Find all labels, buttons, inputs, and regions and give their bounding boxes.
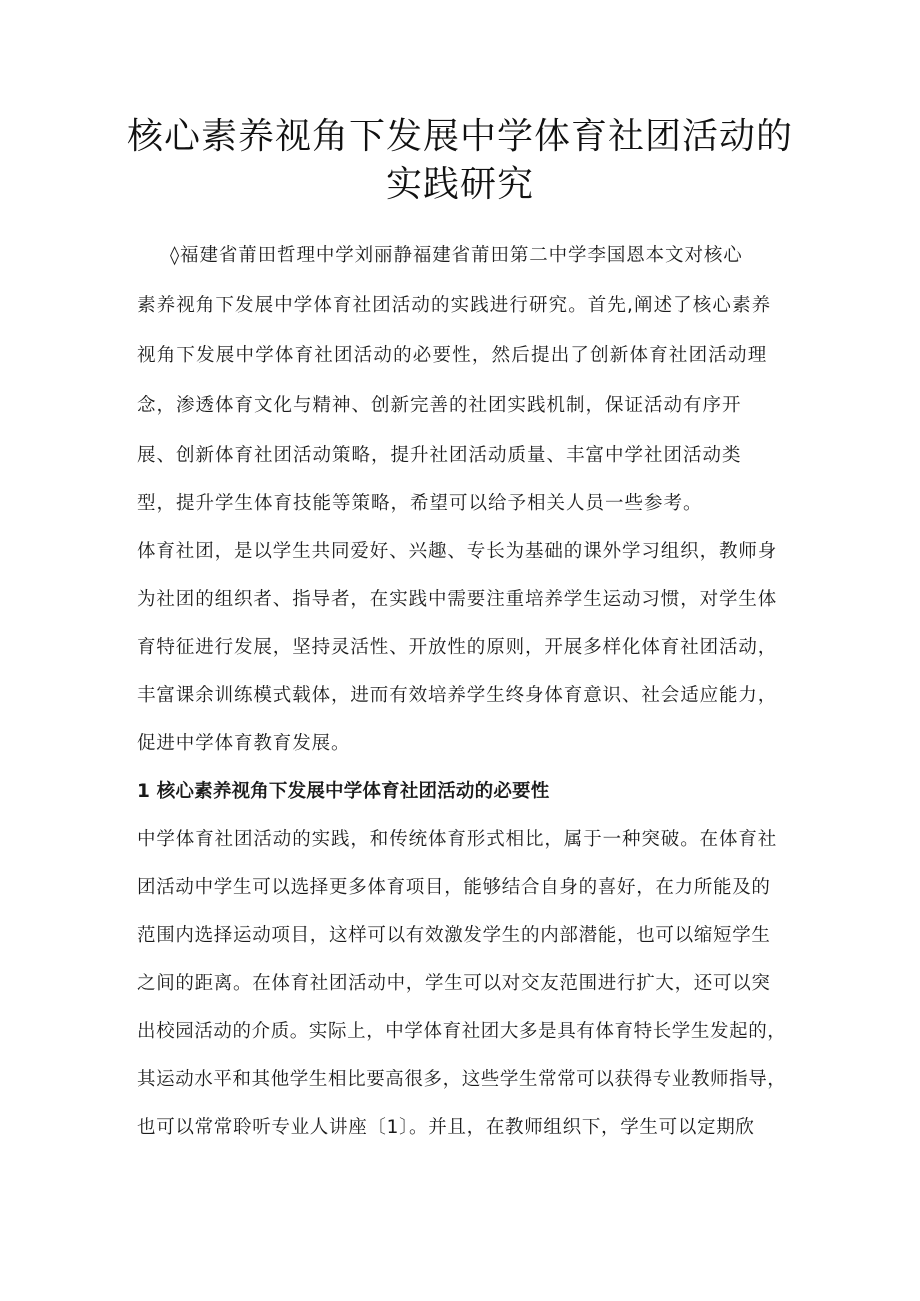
abstract-line: 型，提升学生体育技能等策略，希望可以给予相关人员一些参考。 xyxy=(137,493,703,514)
abstract-line: ◊福建省莆田哲理中学刘丽静福建省莆田第二中学李国恩本文对核心 xyxy=(170,245,743,266)
abstract-line: 念，渗透体育文化与精神、创新完善的社团实践机制，保证活动有序开 xyxy=(137,395,742,416)
section-heading: 1 核心素养视角下发展中学体育社团活动的必要性 xyxy=(137,781,550,802)
abstract-line: 视角下发展中学体育社团活动的必要性，然后提出了创新体育社团活动理 xyxy=(137,345,768,366)
intro-paragraph-line: 丰富课余训练模式载体，进而有效培养学生终身体育意识、社会适应能力， xyxy=(137,685,778,706)
body-paragraph-line: 中学体育社团活动的实践，和传统体育形式相比，属于一种突破。在体育社 xyxy=(137,829,778,850)
intro-paragraph-line: 育特征进行发展，坚持灵活性、开放性的原则，开展多样化体育社团活动， xyxy=(137,637,778,658)
document-title-line-2: 实践研究 xyxy=(385,164,534,205)
abstract-line: 素养视角下发展中学体育社团活动的实践进行研究。首先,阐述了核心素养 xyxy=(137,295,772,316)
body-paragraph-line: 也可以常常聆听专业人讲座〔1〕。并且，在教师组织下，学生可以定期欣 xyxy=(137,1117,755,1138)
intro-paragraph-line: 为社团的组织者、指导者，在实践中需要注重培养学生运动习惯，对学生体 xyxy=(137,589,778,610)
intro-paragraph-line: 体育社团，是以学生共同爱好、兴趣、专长为基础的课外学习组织，教师身 xyxy=(137,541,778,562)
body-paragraph-line: 之间的距离。在体育社团活动中，学生可以对交友范围进行扩大，还可以突 xyxy=(137,973,771,994)
body-paragraph-line: 范围内选择运动项目，这样可以有效激发学生的内部潜能，也可以缩短学生 xyxy=(137,925,771,946)
intro-paragraph-line: 促进中学体育教育发展。 xyxy=(137,733,351,754)
document-title-line-1: 核心素养视角下发展中学体育社团活动的 xyxy=(126,116,793,157)
body-paragraph-line: 其运动水平和其他学生相比要高很多，这些学生常常可以获得专业教师指导， xyxy=(137,1069,787,1090)
body-paragraph-line: 团活动中学生可以选择更多体育项目，能够结合自身的喜好，在力所能及的 xyxy=(137,877,771,898)
body-paragraph-line: 出校园活动的介质。实际上，中学体育社团大多是具有体育特长学生发起的， xyxy=(137,1021,787,1042)
abstract-line: 展、创新体育社团活动策略，提升社团活动质量、丰富中学社团活动类 xyxy=(137,445,742,466)
